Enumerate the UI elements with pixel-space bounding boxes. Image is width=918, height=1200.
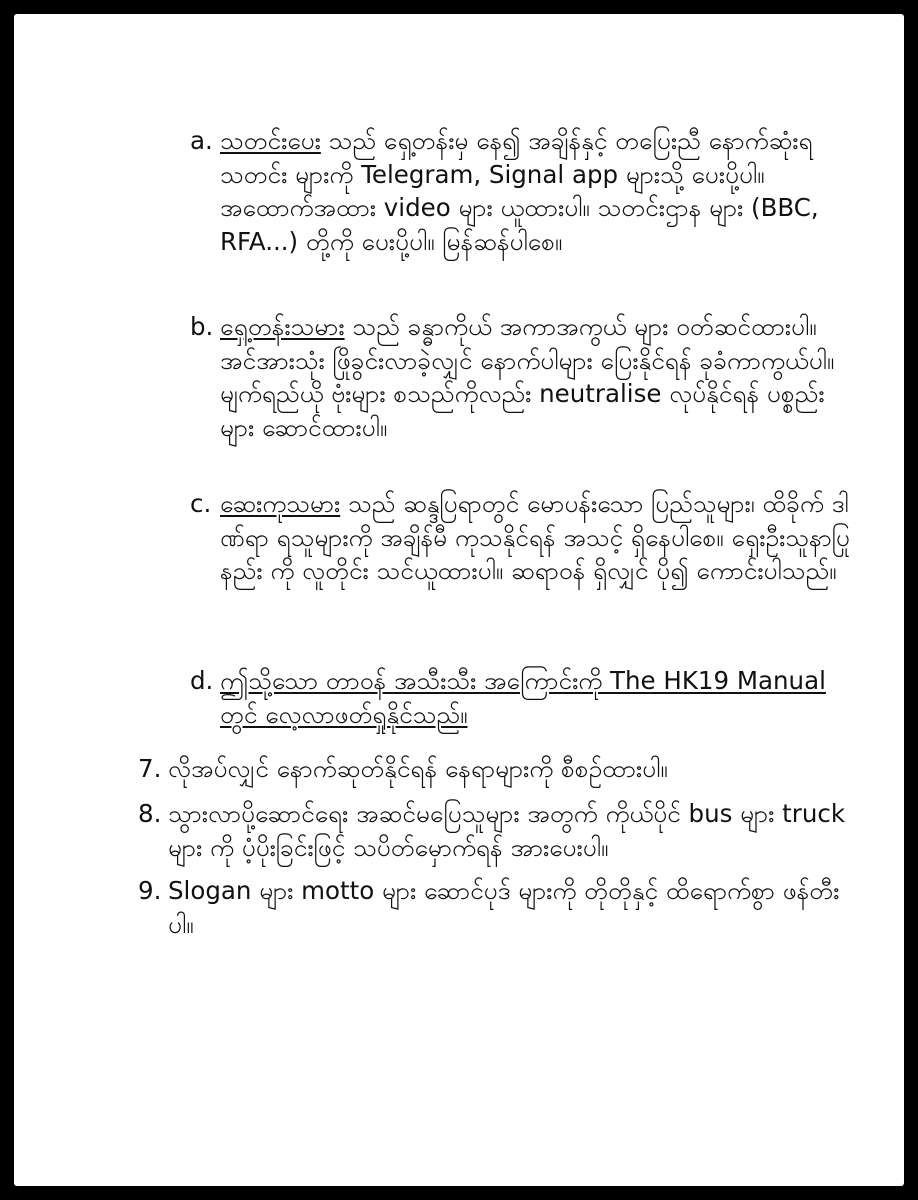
list-item-d (190, 664, 860, 731)
list-item-text (220, 310, 860, 444)
list-marker: a. (190, 126, 213, 155)
list-item-8 (138, 797, 858, 864)
list-marker: c. (190, 489, 212, 518)
role-description: သည် ဆန္ဒပြရာတွင် မောပန်းသော ပြည်သူများ၊ ထိခိုက် ဒါဏ်ရာ ရသူများကို အချိန်မီ ကုသနိုင်ရန် အသင့် ရှိနေပါစေ။ ရှေးဦးသူနာပြုနည်း ကို လူတိုင်း သင်ယူထားပါ။ ဆရာဝန် ရှိလျှင် ပို၍ ကောင်းပါသည်။ (220, 489, 850, 586)
role-term-frontliner: ရှေ့တန်းသမား (220, 312, 345, 341)
list-item-a (190, 124, 860, 258)
list-marker: 9. (138, 876, 162, 905)
list-marker: 7. (138, 754, 162, 783)
list-marker: d. (190, 666, 214, 695)
document-body (14, 14, 904, 1186)
list-item-7 (138, 752, 858, 786)
list-item-c (190, 487, 860, 588)
list-item-text: သွားလာပို့ဆောင်ရေး အဆင်မပြေသူများ အတွက် ကိုယ်ပိုင် bus များ truck များ ကို ပံ့ပိုးခြင်းဖြင့် သပိတ်မှောက်ရန် အားပေးပါ။ (168, 799, 846, 862)
list-marker: b. (190, 312, 214, 341)
list-item-9 (138, 874, 858, 941)
list-marker: 8. (138, 799, 162, 828)
list-item-text: လိုအပ်လျှင် နောက်ဆုတ်နိုင်ရန် နေရာများကို စီစဉ်ထားပါ။ (168, 754, 668, 783)
role-term-informant: သတင်းပေး (220, 126, 321, 155)
list-item-text (220, 124, 860, 258)
role-term-medic: ဆေးကုသမား (220, 489, 341, 518)
list-item-b (190, 310, 860, 444)
list-item-text: Slogan များ motto များ ဆောင်ပုဒ် များကို တိုတိုနှင့် ထိရောက်စွာ ဖန်တီးပါ။ (168, 876, 840, 939)
manual-reference-text: ဤသို့သော တာဝန် အသီးသီး အကြောင်းကို The HK19 Manual တွင် လေ့လာဖတ်ရှုနိုင်သည်။ (220, 666, 826, 729)
document-page (14, 14, 904, 1186)
list-item-text (220, 487, 860, 588)
role-description: သည် ရှေ့တန်းမှ နေ၍ အချိန်နှင့် တပြေးညီ နောက်ဆုံးရ သတင်း များကို Telegram, Signal app များသို့ ပေးပို့ပါ။ အထောက်အထား video များ ယူထားပါ။ သတင်းဌာန များ (BBC, RFA...) တို့ကို ပေးပို့ပါ။ မြန်ဆန်ပါစေ။ (220, 126, 819, 256)
role-description: သည် ခန္ဓာကိုယ် အကာအကွယ် များ ဝတ်ဆင်ထားပါ။ အင်အားသုံး ဖြိုခွင်းလာခဲ့လျှင် နောက်ပါများ ပြေးနိုင်ရန် ခုခံကာကွယ်ပါ။ မျက်ရည်ယို ဗုံးများ စသည်ကိုလည်း neutralise လုပ်နိုင်ရန် ပစ္စည်း များ ဆောင်ထားပါ။ (220, 312, 835, 442)
